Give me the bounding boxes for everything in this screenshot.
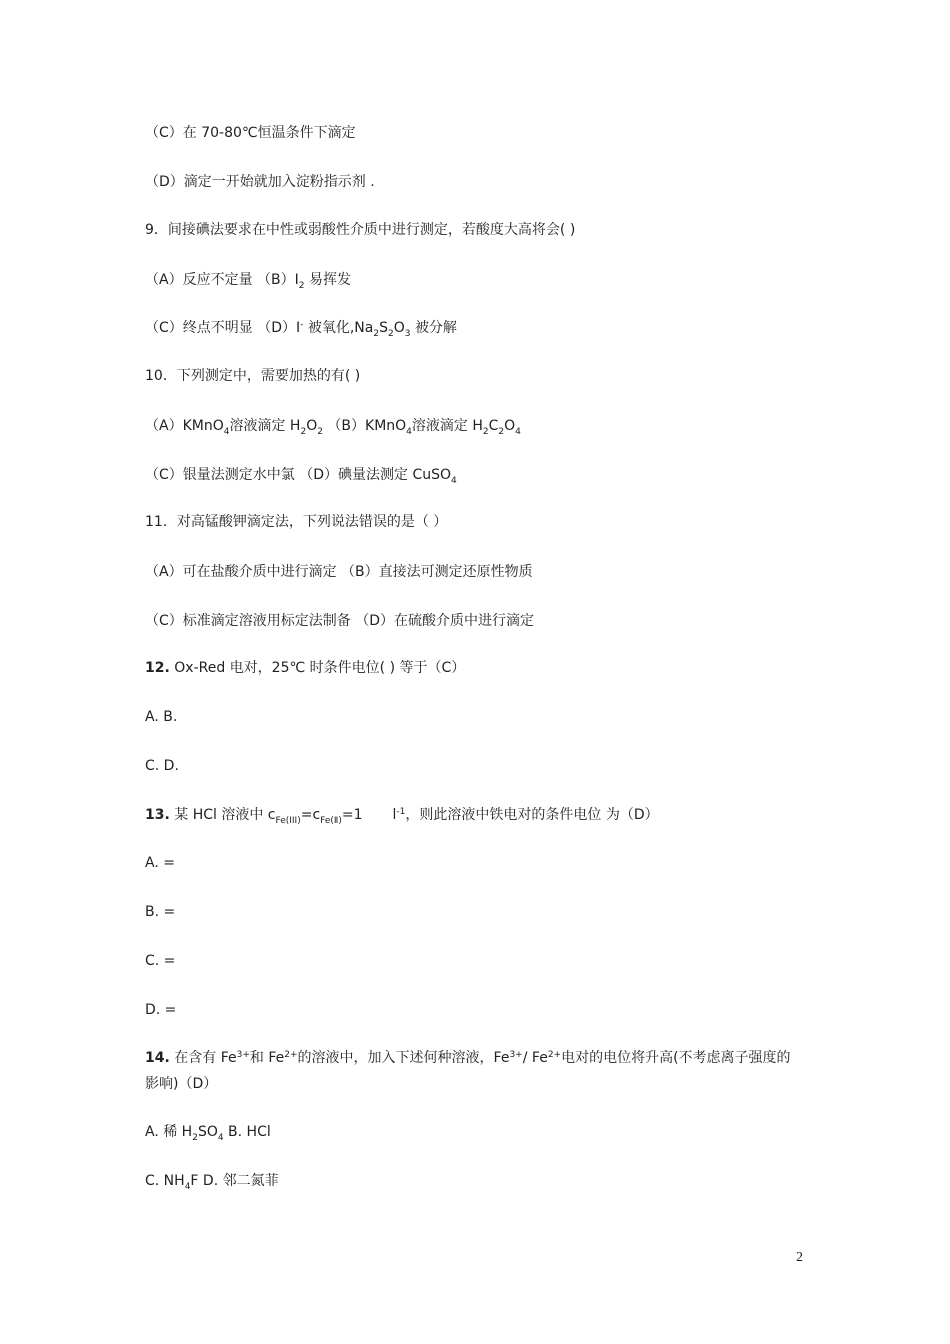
subscript: 4 [223, 427, 230, 437]
question-10-options-cd [145, 465, 457, 485]
question-14-stem [145, 1048, 791, 1068]
question-14-stem-cont [145, 1074, 217, 1094]
question-text: =c [300, 807, 321, 823]
option-text: A. = [145, 855, 175, 871]
question-9-options-ab [145, 270, 351, 290]
question-11-options-ab [145, 562, 533, 582]
question-13-option-a [145, 853, 175, 873]
subscript: 2 [373, 329, 380, 339]
subscript: 2 [317, 427, 323, 437]
question-10-stem [145, 366, 360, 386]
option-text: 溶液滴定 H [411, 418, 483, 434]
option-text: （C）终点不明显 （D）I [145, 320, 301, 336]
question-13-stem [145, 805, 659, 825]
question-11-stem [145, 512, 447, 532]
question-text: =1 [341, 807, 363, 823]
option-text: 被分解 [414, 320, 457, 336]
page-number: 2 [796, 1250, 803, 1265]
subscript: 4 [515, 427, 521, 437]
question-12-options-cd [145, 756, 179, 776]
option-text: C. D. [145, 758, 179, 774]
question-10-options-ab: （A）KMnO$_4$溶液滴定 $H_2O_2$ （B）KMnO$_4$溶液滴定 $H_2C_2O_4$ [145, 418, 521, 437]
question-12-stem [145, 658, 465, 678]
option-text: 被氧化,Na [307, 320, 374, 336]
subscript: Fe(Ⅱ) [320, 816, 342, 826]
option-d-line [145, 172, 375, 192]
option-text: C. = [145, 953, 176, 969]
subscript: 2 [387, 329, 394, 339]
subscript: 4 [217, 1133, 224, 1143]
option-c-line [145, 123, 356, 143]
subscript: 2 [300, 427, 307, 437]
question-number: 14. [145, 1050, 170, 1066]
question-number: 13. [145, 807, 170, 823]
question-text: l [392, 807, 397, 823]
question-text: 10．下列测定中，需要加热的有( ) [145, 368, 361, 384]
question-14-options-ab: A. 稀 $H_2SO_4$ B. HCl [145, 1124, 271, 1143]
subscript: 2 [482, 427, 489, 437]
question-text: 9．间接碘法要求在中性或弱酸性介质中进行测定，若酸度大高将会( ) [145, 222, 576, 238]
question-13-option-c [145, 951, 175, 971]
option-text: B. = [145, 904, 176, 920]
option-text: （C）银量法测定水中氯 （D）碘量法测定 CuSO [145, 467, 452, 483]
question-text: 和 Fe [249, 1050, 285, 1066]
option-text: A. 稀 H [145, 1124, 193, 1140]
subscript: Fe(III) [275, 816, 301, 826]
question-13-option-d [145, 1000, 176, 1020]
superscript: 3+ [509, 1050, 523, 1060]
option-text: 溶液滴定 H [229, 418, 301, 434]
superscript: 3+ [236, 1050, 250, 1060]
subscript: 4 [184, 1182, 191, 1192]
question-13-option-b [145, 902, 175, 922]
subscript: 4 [406, 427, 412, 437]
question-9-options-cd: （C）终点不明显 （D）I- 被氧化$,Na_2S_2O_3$ 被分解 [145, 320, 457, 339]
option-text: （A）可在盐酸介质中进行滴定 （B）直接法可测定还原性物质 [145, 564, 533, 580]
superscript: 2+ [284, 1050, 298, 1060]
option-text: （A）反应不定量 （B）I [145, 272, 299, 288]
question-9-stem [145, 220, 575, 240]
superscript: -1 [396, 807, 406, 817]
question-text: 某 HCl 溶液中 c [169, 807, 276, 823]
question-12-options-ab [145, 707, 177, 727]
question-text: 电对的电位将升高(不考虑离子强度的 [561, 1050, 791, 1066]
question-text: 11．对高锰酸钾滴定法，下列说法错误的是（ ） [145, 514, 448, 530]
superscript: 2+ [547, 1050, 562, 1060]
option-text: （C）在 70-80℃恒温条件下滴定 [145, 125, 356, 141]
question-11-options-cd [145, 611, 534, 631]
option-text: 易挥发 [308, 272, 351, 288]
subscript: 3 [404, 329, 411, 339]
subscript: 4 [451, 476, 457, 486]
question-text: / Fe [522, 1050, 548, 1066]
subscript: 2 [192, 1133, 198, 1143]
option-text: A. B. [145, 709, 178, 725]
question-text: ，则此溶液中铁电对的条件电位 为（D） [405, 807, 659, 823]
subscript: 2 [498, 427, 505, 437]
question-text: Ox-Red 电对，25℃ 时条件电位( ) 等于（C） [169, 660, 466, 676]
option-text: （C）标准滴定溶液用标定法制备 （D）在硫酸介质中进行滴定 [145, 613, 535, 629]
question-number: 12. [145, 660, 170, 676]
superscript: - [300, 320, 304, 330]
question-14-options-cd [145, 1171, 279, 1191]
question-text: 的溶液中，加入下述何种溶液，Fe [297, 1050, 510, 1066]
question-text: 影响)（D） [145, 1076, 218, 1092]
option-text: D. = [145, 1002, 177, 1018]
option-text: C. NH [145, 1173, 185, 1189]
option-text: （A）KMnO [145, 418, 224, 434]
option-text: （B）KMnO [327, 418, 407, 434]
question-text: 在含有 Fe [169, 1050, 237, 1066]
option-text: F D. 邻二氮菲 [190, 1173, 279, 1189]
subscript: 2 [298, 281, 305, 291]
option-text: B. HCl [228, 1124, 271, 1140]
option-text: （D）滴定一开始就加入淀粉指示剂 . [145, 174, 375, 190]
